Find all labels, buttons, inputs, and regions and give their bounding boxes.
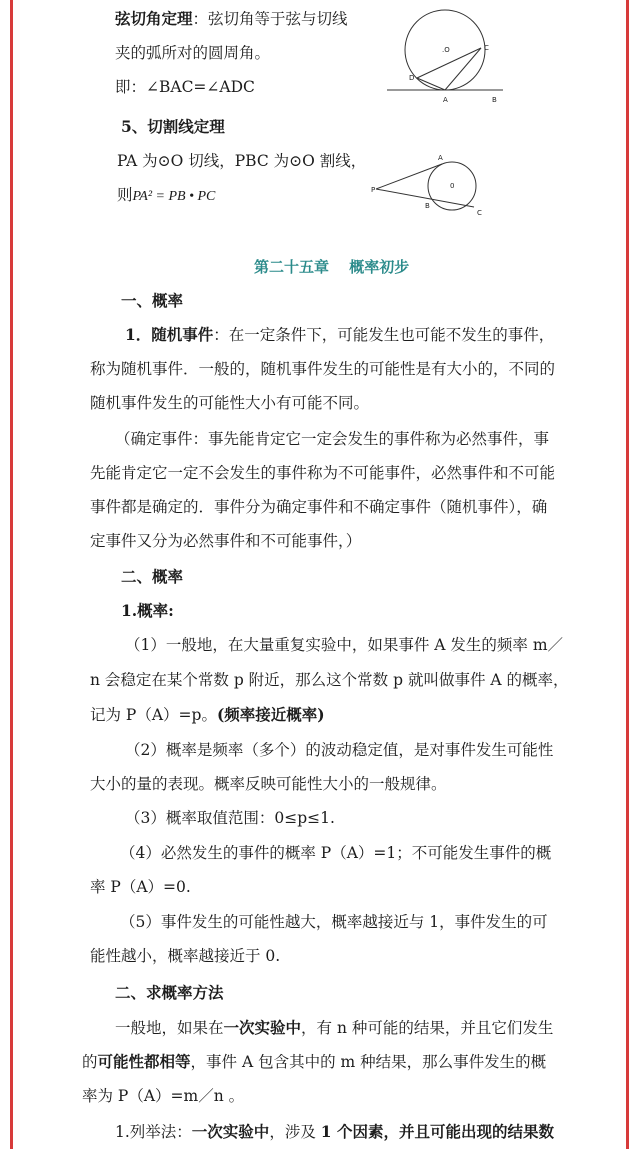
label-c: C [477, 209, 482, 217]
section1-item1-line3: 随机事件发生的可能性大小有可能不同。 [90, 394, 370, 412]
label-o: .O [442, 46, 450, 54]
page-border-left [10, 0, 13, 1149]
label-a: A [443, 96, 448, 104]
section1-heading: 一、概率 [121, 291, 184, 310]
label-o: 0 [450, 182, 455, 190]
section2-p5-line1: （5）事件发生的可能性越大，概率越接近与 1，事件发生的可 [120, 913, 548, 931]
section2-subheading: 1.概率: [121, 601, 174, 620]
tangent-pa [376, 164, 442, 189]
secant-figure [370, 155, 490, 220]
section3-line1 [115, 1017, 553, 1039]
section2-heading: 二、概率 [121, 567, 184, 586]
tangent-chord-figure [385, 8, 505, 108]
item1-text: ：在一定条件下，可能发生也可能不发生的事件， [213, 326, 555, 344]
page-border-right [626, 0, 629, 1149]
s3-l1-bold: 一次实验中 [223, 1018, 302, 1037]
tangent-chord-text: ：弦切角等于弦与切线 [192, 10, 348, 28]
s3-l1-a: 一般地，如果在 [115, 1019, 224, 1037]
label-p: P [371, 186, 376, 194]
section3-heading: 二、求概率方法 [115, 983, 224, 1002]
p1-bold-note: (频率接近概率) [216, 705, 325, 724]
item1-term: 1．随机事件 [125, 325, 214, 344]
section1-note-line3: 事件都是确定的．事件分为确定事件和不确定事件（随机事件），确 [90, 498, 548, 516]
s3-l4-a: 1.列举法： [115, 1123, 192, 1141]
section1-item1-line2: 称为随机事件．一般的，随机事件发生的可能性是有大小的，不同的 [90, 360, 556, 378]
section3-line4 [115, 1121, 554, 1143]
s3-l2-c: ，事件 A 包含其中的 m 种结果，那么事件发生的概 [190, 1053, 547, 1071]
section1-item1-line1 [125, 324, 554, 346]
section2-p5-line2: 能性越小，概率越接近于 0. [90, 947, 281, 965]
section2-p4-line2: 率 P（A）=0. [90, 878, 191, 896]
section2-p4-line1: （4）必然发生的事件的概率 P（A）=1；不可能发生事件的概 [120, 844, 552, 862]
label-c: C [484, 44, 489, 52]
label-a: A [438, 155, 443, 162]
chapter-title: 第二十五章 概率初步 [254, 258, 410, 276]
section2-p1-line2: n 会稳定在某个常数 p 附近，那么这个常数 p 就叫做事件 A 的概率， [90, 671, 569, 689]
section2-p1-line1: （1）一般地，在大量重复实验中，如果事件 A 发生的频率 m／ [125, 636, 564, 654]
s3-l2-a: 的 [82, 1053, 98, 1071]
s3-l4-c: ，涉及 [269, 1123, 321, 1141]
secant-line1: PA 为⊙O 切线，PBC 为⊙O 割线， [117, 152, 367, 170]
section3-line3: 率为 P（A）=m／n 。 [82, 1087, 245, 1105]
chord-ad [417, 78, 445, 90]
secant-prefix: 则 [117, 186, 133, 204]
s3-l4-num: 1 [320, 1122, 332, 1141]
s3-l2-bold: 可能性都相等 [97, 1052, 191, 1071]
section1-note-line4: 定事件又分为必然事件和不可能事件，） [90, 532, 362, 550]
label-b: B [425, 202, 430, 210]
s3-l4-bold: 一次实验中 [191, 1122, 270, 1141]
s3-l1-c: ，有 n 种可能的结果，并且它们发生 [301, 1019, 554, 1037]
label-b: B [492, 96, 497, 104]
section1-note-line1: （确定事件：事先能肯定它一定会发生的事件称为必然事件，事 [115, 430, 550, 448]
label-d: D [409, 74, 415, 82]
section2-p1-line3 [90, 704, 325, 726]
section2-p2-line1: （2）概率是频率（多个）的波动稳定值，是对事件发生可能性 [125, 741, 554, 759]
tangent-chord-term: 弦切角定理 [115, 9, 193, 28]
tangent-chord-line2: 夹的弧所对的圆周角。 [115, 44, 271, 62]
secant-formula: PA² = PB • PC [132, 189, 216, 204]
p1-last-text: 记为 P（A）=p。 [90, 706, 217, 724]
chord-ac [445, 48, 481, 90]
section1-note-line2: 先能肯定它一定不会发生的事件称为不可能事件，必然事件和不可能 [90, 464, 556, 482]
secant-line2 [117, 184, 215, 208]
tangent-chord-line1 [115, 8, 348, 30]
s3-l4-e: 个因素，并且可能出现的结果数 [331, 1122, 554, 1141]
section2-p3: （3）概率取值范围：0≤p≤1. [125, 809, 335, 827]
tangent-chord-line3: 即：∠BAC=∠ADC [115, 78, 255, 96]
section2-p2-line2: 大小的量的表现。概率反映可能性大小的一般规律。 [90, 775, 447, 793]
section3-line2 [82, 1051, 546, 1073]
secant-heading: 5、切割线定理 [121, 117, 225, 136]
